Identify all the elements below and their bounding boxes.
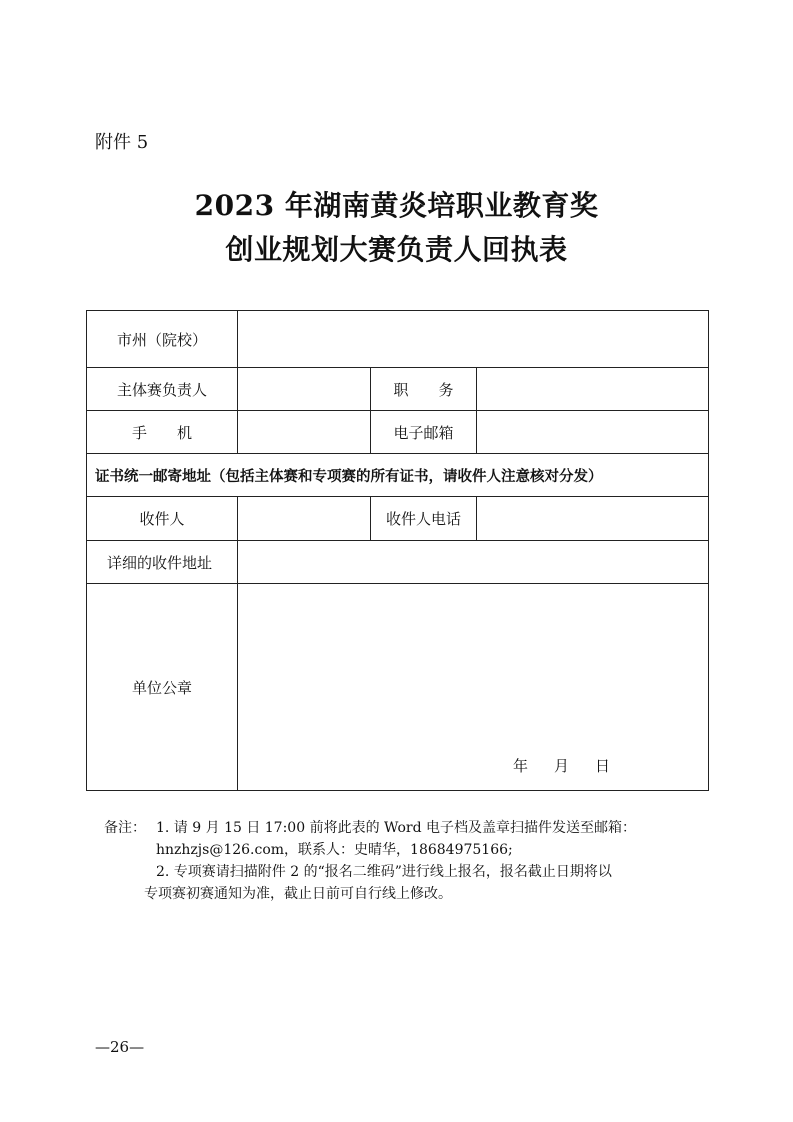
date-line [513,755,610,776]
date-year: 年 [512,757,528,775]
main-leader-label: 主体赛负责人 [87,368,238,411]
table-row [87,541,709,584]
date-month: 月 [553,757,569,775]
position-label: 职 务 [371,368,477,411]
attachment-label: 附件 5 [95,132,149,153]
note-line-3: 2. 专项赛请扫描附件 2 的“报名二维码”进行线上报名，报名截止日期将以 [156,864,612,880]
email-label: 电子邮箱 [371,411,477,454]
date-day: 日 [595,757,611,775]
position-field[interactable] [477,368,709,411]
main-leader-field[interactable] [238,368,371,411]
page-number: —26— [95,1038,145,1056]
table-row [87,411,709,454]
receipt-form-table [86,310,709,791]
note-line-2: hnzhzjs@126.com，联系人：史晴华，18684975166; [156,842,513,858]
table-row [87,311,709,368]
table-row [87,368,709,411]
detailed-address-field[interactable] [238,541,709,584]
document-title-line2: 创业规划大赛负责人回执表 [225,233,568,266]
email-field[interactable] [477,411,709,454]
recipient-field[interactable] [238,497,371,541]
note-line-4: 专项赛初赛通知为准，截止日前可自行线上修改。 [144,886,452,902]
seal-area[interactable] [238,584,709,791]
phone-field[interactable] [238,411,371,454]
phone-label: 手 机 [87,411,238,454]
notes-section [104,817,704,905]
table-row [87,454,709,497]
seal-label: 单位公章 [87,584,238,791]
table-row [87,584,709,791]
recipient-label: 收件人 [87,497,238,541]
notes-prefix: 备注： [104,820,146,836]
certificate-address-heading: 证书统一邮寄地址（包括主体赛和专项赛的所有证书，请收件人注意核对分发） [87,454,709,497]
note-line-1: 1. 请 9 月 15 日 17:00 前将此表的 Word 电子档及盖章扫描件发送至邮箱： [156,820,636,836]
detailed-address-label: 详细的收件地址 [87,541,238,584]
recipient-phone-label: 收件人电话 [371,497,477,541]
table-row [87,497,709,541]
city-school-field[interactable] [238,311,709,368]
document-title-line1: 2023 年湖南黄炎培职业教育奖 [194,189,599,222]
recipient-phone-field[interactable] [477,497,709,541]
city-school-label: 市州（院校） [87,311,238,368]
